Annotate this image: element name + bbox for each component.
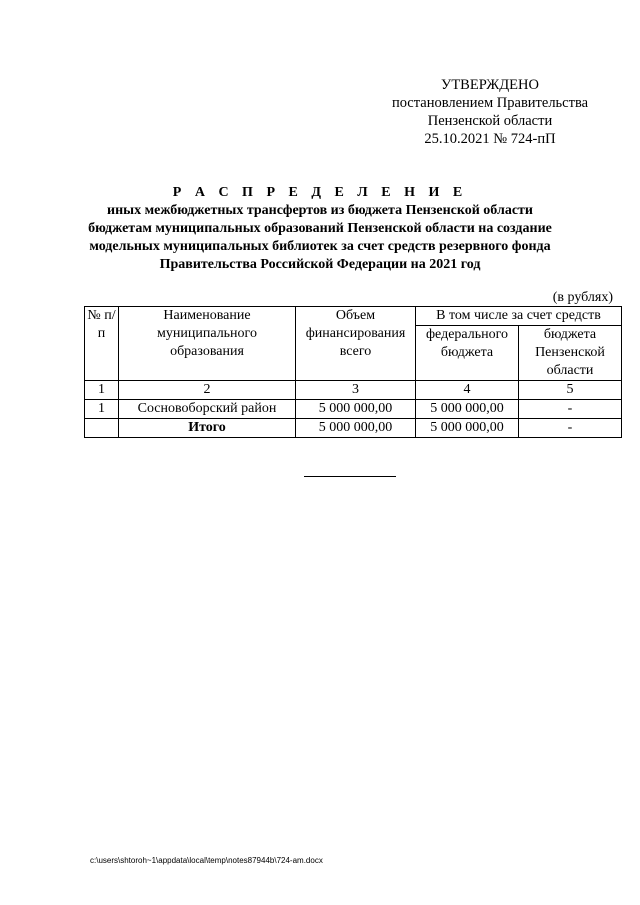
title-line-1: иных межбюджетных трансфертов из бюджета Пензенской области xyxy=(107,203,533,218)
title-line-3: модельных муниципальных библиотек за счет средств резервного фонда xyxy=(89,239,551,254)
units-note: (в рублях) xyxy=(552,290,613,305)
title-line-4: Правительства Российской Федерации на 2021 год xyxy=(159,257,481,272)
approval-resolution: постановлением Правительства xyxy=(391,95,589,111)
total-label: Итого xyxy=(119,419,296,438)
total-num xyxy=(85,419,119,438)
document-title xyxy=(80,184,560,274)
header-federal: федерального бюджета xyxy=(416,326,519,381)
index-cell: 1 xyxy=(85,381,119,400)
row-regional: - xyxy=(519,400,622,419)
index-cell: 5 xyxy=(519,381,622,400)
row-name: Сосновоборский район xyxy=(119,400,296,419)
index-cell: 4 xyxy=(416,381,519,400)
index-cell: 3 xyxy=(296,381,416,400)
header-total: Объем финансирования всего xyxy=(296,307,416,381)
approval-title: УТВЕРЖДЕНО xyxy=(441,77,539,93)
header-num: № п/п xyxy=(85,307,119,381)
header-including: В том числе за счет средств xyxy=(416,307,622,326)
header-regional: бюджета Пензенской области xyxy=(519,326,622,381)
title-line-2: бюджетам муниципальных образований Пензенской области на создание xyxy=(88,221,552,236)
approval-block xyxy=(380,76,600,148)
separator-line xyxy=(304,476,396,477)
footer-file-path: c:\users\shtoroh~1\appdata\local\temp\notes87944b\724-am.docx xyxy=(90,856,323,865)
table-header-row xyxy=(85,307,622,326)
total-regional: - xyxy=(519,419,622,438)
row-total: 5 000 000,00 xyxy=(296,400,416,419)
total-federal: 5 000 000,00 xyxy=(416,419,519,438)
table-row xyxy=(85,400,622,419)
approval-region: Пензенской области xyxy=(427,113,553,129)
table-index-row xyxy=(85,381,622,400)
row-num: 1 xyxy=(85,400,119,419)
title-heading: Р А С П Р Е Д Е Л Е Н И Е xyxy=(172,185,468,200)
distribution-table xyxy=(84,306,622,438)
header-name: Наименование муниципального образования xyxy=(119,307,296,381)
table-total-row xyxy=(85,419,622,438)
index-cell: 2 xyxy=(119,381,296,400)
approval-date-number: 25.10.2021 № 724-пП xyxy=(424,131,556,147)
total-amount: 5 000 000,00 xyxy=(296,419,416,438)
row-federal: 5 000 000,00 xyxy=(416,400,519,419)
